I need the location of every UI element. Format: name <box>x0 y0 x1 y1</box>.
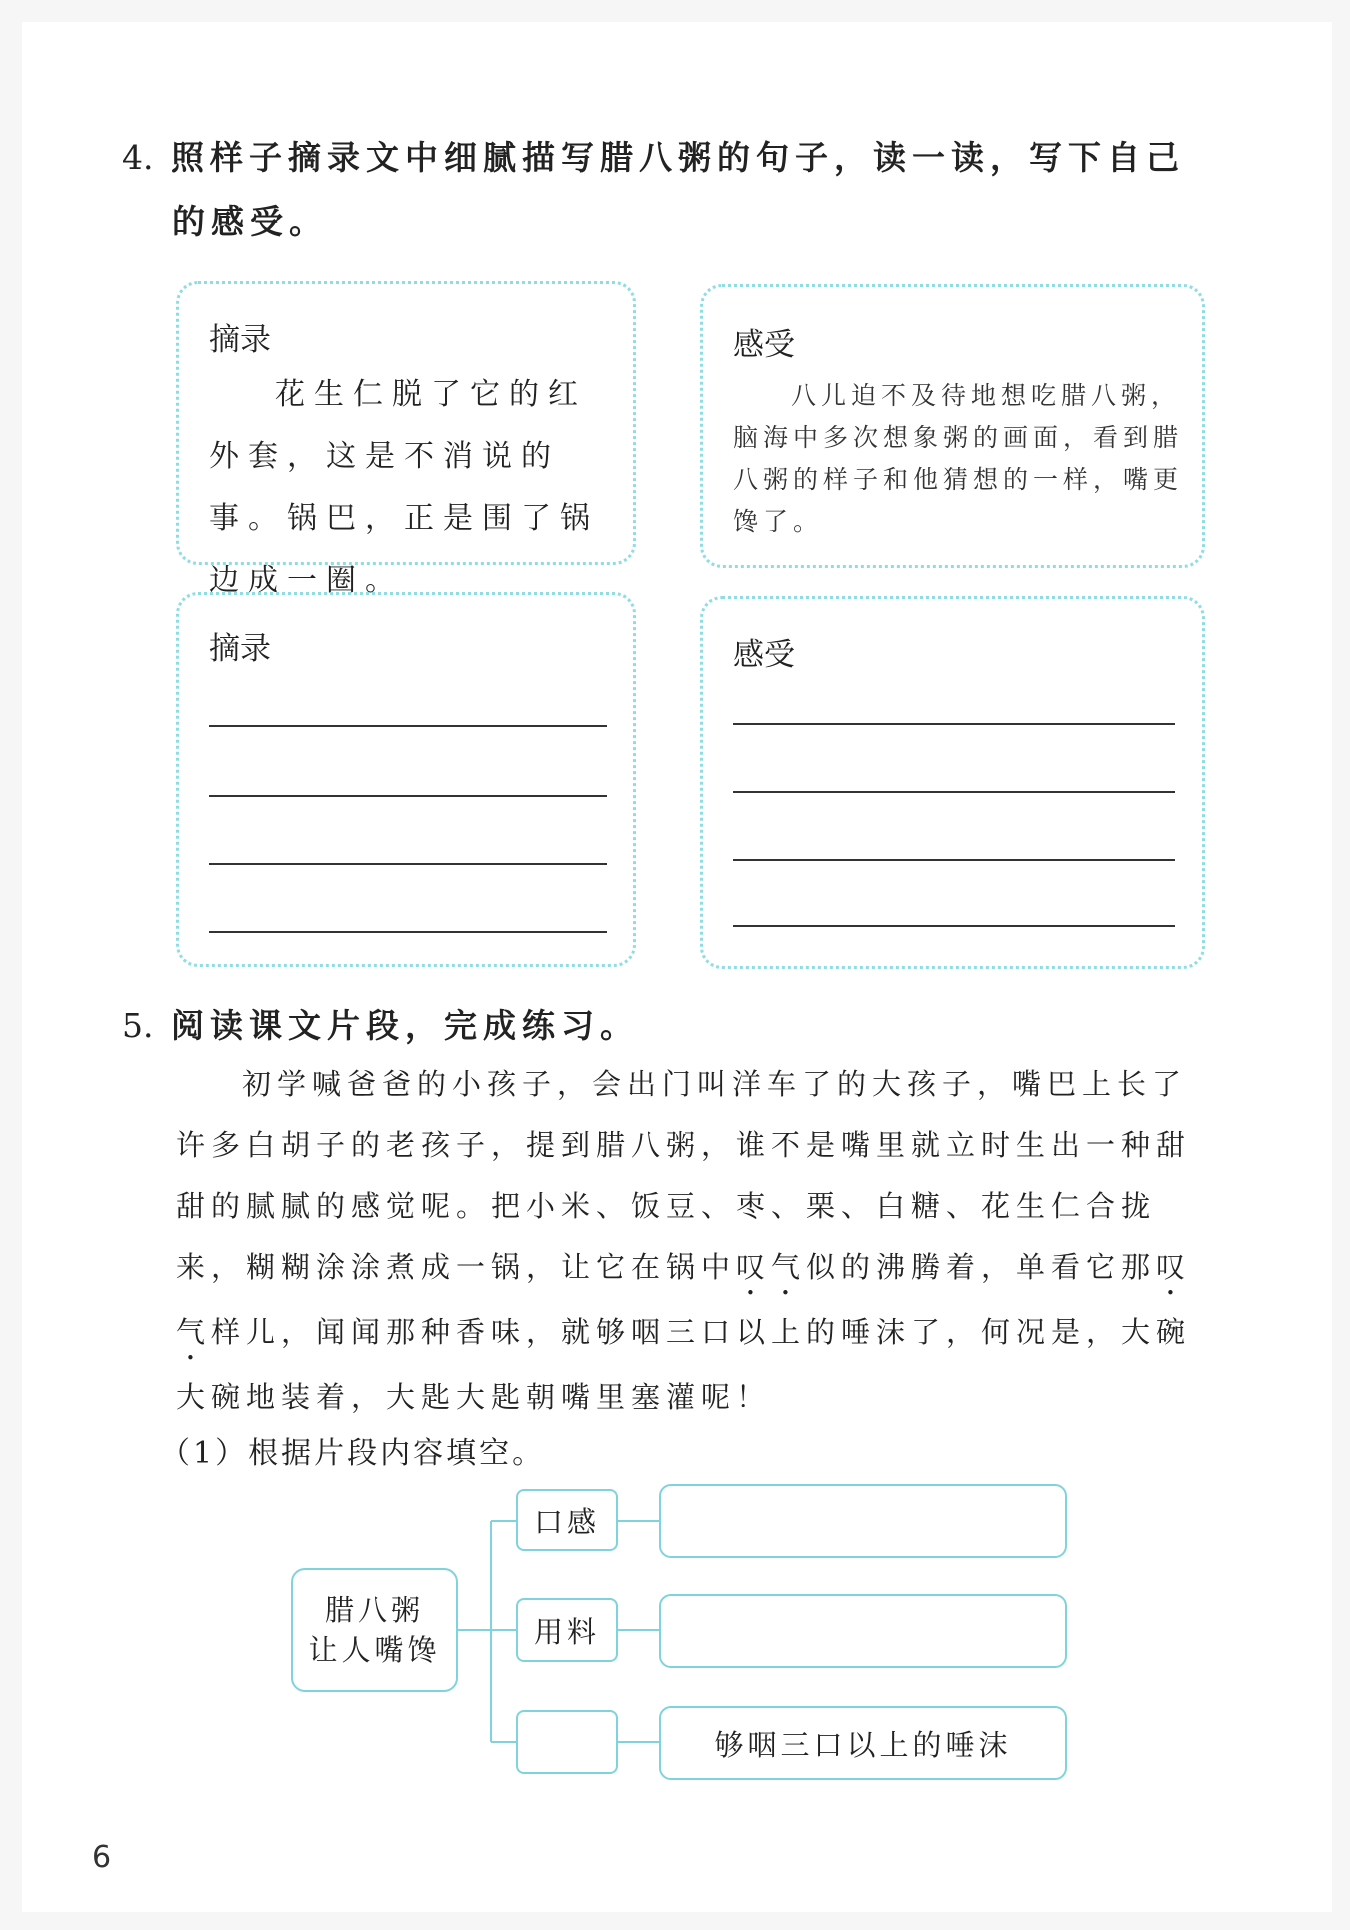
passage-emphasis-1: 叹气 <box>736 1250 807 1284</box>
diagram-center-box: 腊八粥 让人嘴馋 <box>291 1568 458 1692</box>
sample-excerpt-text: 花生仁脱了它的红外套，这是不消说的事。锅巴，正是围了锅边成一圈。 <box>209 377 599 598</box>
passage-emphasis-2: 叹气 <box>176 1250 1192 1349</box>
blank-feeling-label: 感受 <box>733 637 795 673</box>
q5-number: 5. <box>122 1006 154 1045</box>
passage-part-3: 样儿，闻闻那种香味，就够咽三口以上的唾沫了，何况是，大碗大碗地装着，大匙大匙朝嘴里塞灌呢！ <box>176 1315 1192 1414</box>
blank-excerpt-label: 摘录 <box>209 631 271 667</box>
sample-feeling-label: 感受 <box>733 327 795 363</box>
diagram-answer-ingredients[interactable] <box>659 1594 1067 1668</box>
sample-feeling-text: 八儿迫不及待地想吃腊八粥，脑海中多次想象粥的画面，看到腊八粥的样子和他猜想的一样，嘴更馋了。 <box>733 381 1184 536</box>
q5-title-text: 阅读课文片段，完成练习。 <box>171 1006 639 1045</box>
q4-title-line2: 的感受。 <box>172 202 328 241</box>
q4-number: 4. <box>122 138 154 177</box>
passage-part-1: 初学喊爸爸的小孩子，会出门叫洋车了的大孩子，嘴巴上长了许多白胡子的老孩子，提到腊八粥，谁不是嘴里就立时生出一种甜甜的腻腻的感觉呢。把小米、饭豆、枣、栗、白糖、花生仁合拢来，糊糊涂涂煮成一锅，让它在锅中 <box>176 1067 1192 1284</box>
diagram-answer-effect: 够咽三口以上的唾沫 <box>659 1706 1067 1780</box>
q4-title-line1: 照样子摘录文中细腻描写腊八粥的句子，读一读，写下自己 <box>171 138 1185 177</box>
sample-excerpt-label: 摘录 <box>209 322 271 358</box>
diagram-label-blank[interactable] <box>516 1710 618 1774</box>
diagram-answer-taste[interactable] <box>659 1484 1067 1558</box>
diagram-label-taste: 口感 <box>516 1489 618 1551</box>
q5-sub1: （1）根据片段内容填空。 <box>160 1436 546 1471</box>
passage-part-2: 似的沸腾着，单看它那 <box>806 1250 1157 1284</box>
page-number: 6 <box>92 1840 112 1875</box>
diagram-label-ingredients: 用料 <box>516 1598 618 1662</box>
